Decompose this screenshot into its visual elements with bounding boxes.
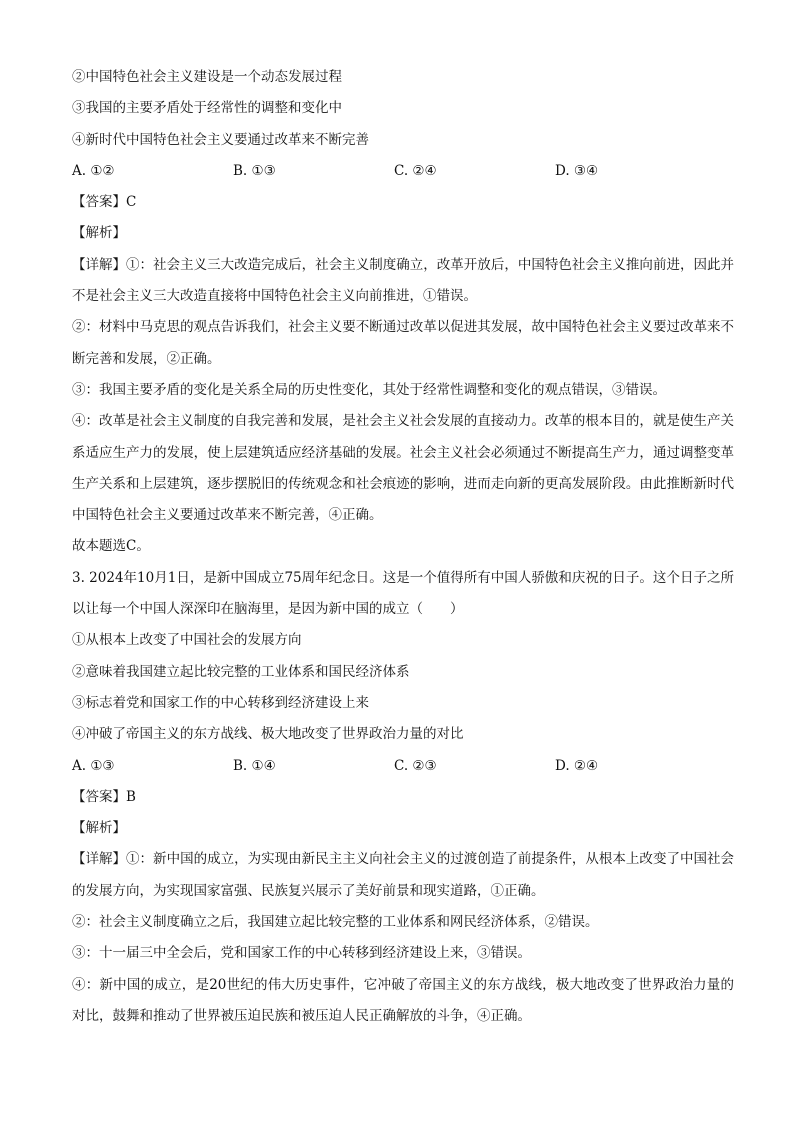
q3-answer: 【答案】B [72, 788, 136, 805]
document-page [72, 62, 734, 1032]
q3-statement-2: ②意味着我国建立起比较完整的工业体系和国民经济体系 [72, 663, 410, 680]
q2-detail-3: ③：我国主要矛盾的变化是关系全局的历史性变化，其处于经常性调整和变化的观点错误，③错误。 [72, 381, 666, 398]
q3-statement-4: ④冲破了帝国主义的东方战线、极大地改变了世界政治力量的对比 [72, 726, 464, 743]
q2-option-c: C. ②④ [394, 162, 437, 179]
q2-answer: 【答案】C [72, 194, 137, 211]
q3-options [72, 751, 734, 782]
q2-analysis-label: 【解析】 [72, 225, 126, 242]
q2-statement-3: ③我国的主要矛盾处于经常性的调整和变化中 [72, 100, 342, 117]
q3-option-b: B. ①④ [233, 757, 276, 774]
q3-option-d: D. ②④ [555, 757, 599, 774]
q3-analysis-label: 【解析】 [72, 820, 126, 837]
q2-option-d: D. ③④ [555, 162, 599, 179]
q3-option-a: A. ①③ [72, 757, 115, 774]
q3-statement-3: ③标志着党和国家工作的中心转移到经济建设上来 [72, 694, 369, 711]
q2-statement-4: ④新时代中国特色社会主义要通过改革来不断完善 [72, 131, 369, 148]
q2-detail-2: ②：材料中马克思的观点告诉我们，社会主义要不断通过改革以促进其发展，故中国特色社会主义要过改革来不断完善和发展，②正确。 [72, 319, 734, 367]
q3-detail-1: 【详解】①：新中国的成立，为实现由新民主主义向社会主义的过渡创造了前提条件，从根本上改变了中国社会的发展方向，为实现国家富强、民族复兴展示了美好前景和现实道路，①正确。 [72, 851, 734, 899]
q2-option-b: B. ①③ [233, 162, 276, 179]
q3-detail-4: ④：新中国的成立，是20世纪的伟大历史事件，它冲破了帝国主义的东方战线，极大地改变了世界政治力量的对比，鼓舞和推动了世界被压迫民族和被压迫人民正确解放的斗争，④正确。 [72, 976, 734, 1024]
q2-detail-1: 【详解】①：社会主义三大改造完成后，社会主义制度确立，改革开放后，中国特色社会主义推向前进，因此并不是社会主义三大改造直接将中国特色社会主义向前推进，①错误。 [72, 256, 734, 305]
q3-option-c: C. ②③ [394, 757, 437, 774]
q2-options [72, 156, 734, 187]
q3-statements [72, 625, 734, 750]
q2-option-a: A. ①② [72, 162, 115, 179]
q2-conclusion: 故本题选C。 [72, 538, 150, 555]
q2-statements [72, 62, 734, 156]
q3-statement-1: ①从根本上改变了中国社会的发展方向 [72, 632, 302, 649]
q2-detail-4: ④：改革是社会主义制度的自我完善和发展，是社会主义社会发展的直接动力。改革的根本目的，就是使生产关系适应生产力的发展，使上层建筑适应经济基础的发展。社会主义社会必须通过不断提高生产力，通过调整变革生产关系和上层建筑，逐步摆脱旧的传统观念和社会痕迹的影响，进而走向新的更高发展阶段。由此推断新时代中国特色社会主义要通过改革来不断完善，④正确。 [72, 413, 734, 524]
q3-detail-2: ②：社会主义制度确立之后，我国建立起比较完整的工业体系和网民经济体系，②错误。 [72, 914, 599, 931]
q3-detail-3: ③：十一届三中全会后，党和国家工作的中心转移到经济建设上来，③错误。 [72, 945, 531, 962]
q3-stem: 3. 2024年10月1日，是新中国成立75周年纪念日。这是一个值得所有中国人骄傲和庆祝的日子。这个日子之所以让每一个中国人深深印在脑海里，是因为新中国的成立（ ） [72, 569, 734, 618]
q2-statement-2: ②中国特色社会主义建设是一个动态发展过程 [72, 69, 342, 85]
